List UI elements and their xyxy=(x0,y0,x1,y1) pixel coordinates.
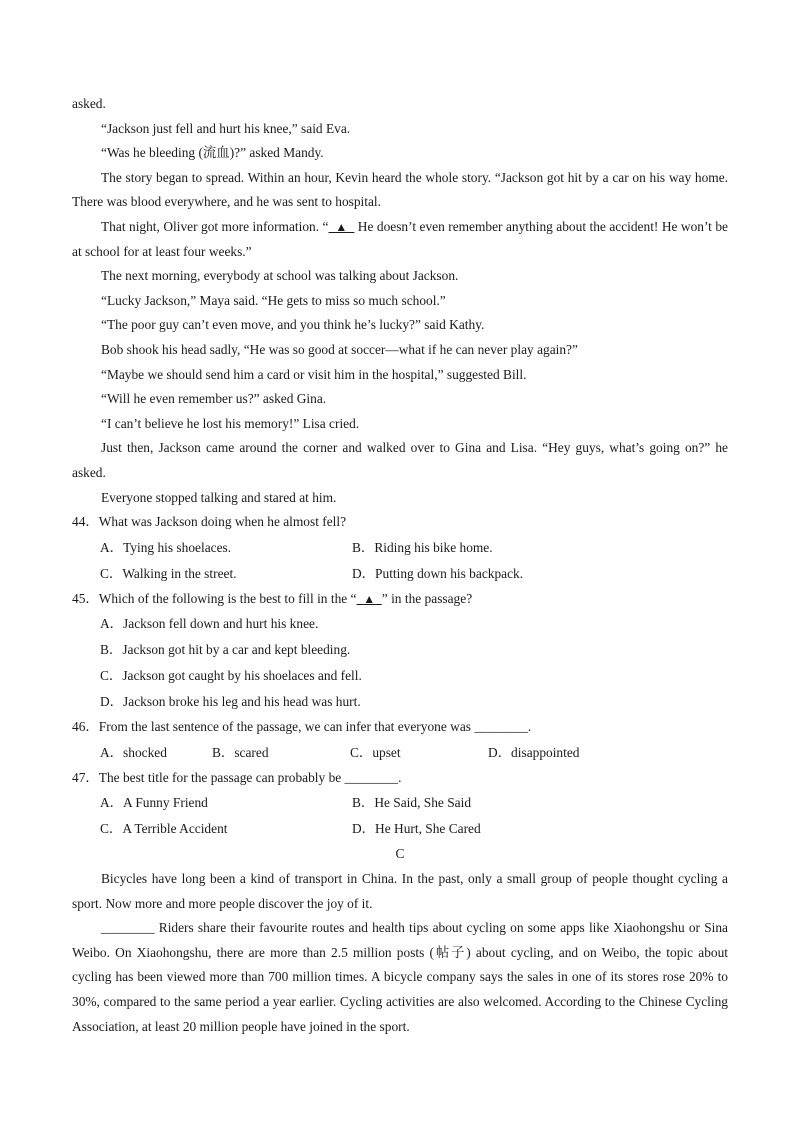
stem-text: ” in the passage? xyxy=(381,590,473,606)
answer-blank xyxy=(357,591,382,606)
passage-b-paragraph: “Was he bleeding (流血)?” asked Mandy. xyxy=(101,145,324,161)
option-d[interactable]: D．disappointed xyxy=(488,744,580,760)
option-c[interactable]: C．Jackson got caught by his shoelaces and fell. xyxy=(100,668,362,684)
passage-b-paragraph: The story began to spread. Within an hour, Kevin heard the whole story. “Jackson got hit by a car on his way home. There was blood everywhere, and he was sent to hospital. xyxy=(72,169,728,210)
option-c[interactable]: C．A Terrible Accident xyxy=(100,821,228,837)
passage-b xyxy=(72,92,728,510)
option-a[interactable]: A．Jackson fell down and hurt his knee. xyxy=(100,616,319,632)
passage-b-paragraph: “Will he even remember us?” asked Gina. xyxy=(101,391,327,407)
option-d[interactable]: D．Putting down his backpack. xyxy=(352,565,524,581)
paragraph-text: That night, Oliver got more information. “ xyxy=(101,218,329,234)
triangle-marker: ▲ xyxy=(335,219,348,234)
passage-b-paragraph: Everyone stopped talking and stared at him. xyxy=(101,489,337,505)
question-45 xyxy=(72,587,728,716)
passage-b-paragraph-with-blank xyxy=(72,215,728,264)
question-stem: 44．What was Jackson doing when he almost fell? xyxy=(72,514,347,530)
answer-blank xyxy=(329,219,355,234)
option-row xyxy=(72,535,728,561)
passage-c-paragraph: ________ Riders share their favourite routes and health tips about cycling on some apps like Xiaohongshu or Sina Weibo. On Xiaohongshu, there are more than 2.5 million posts (帖子) about cycling, and on Weibo, the topic about cycling has been viewed more than 700 million times. A bicycle company says the sales in one of its stores rose 20% to 30%, compared to the same period a year earlier. Cycling activities are also welcomed. According to the Chinese Cycling Association, at least 20 million people have joined in the sport. xyxy=(72,920,728,1034)
question-stem: 47．The best title for the passage can probably be ________. xyxy=(72,769,402,785)
passage-b-paragraph: “Lucky Jackson,” Maya said. “He gets to miss so much school.” xyxy=(101,292,446,308)
option-b[interactable]: B．Riding his bike home. xyxy=(352,539,493,555)
option-a[interactable]: A．Tying his shoelaces. xyxy=(100,539,232,555)
question-stem: 46．From the last sentence of the passage, we can infer that everyone was ________. xyxy=(72,719,532,735)
passage-b-line-asked: asked. xyxy=(72,96,106,111)
question-47 xyxy=(72,766,728,843)
passage-b-paragraph: “Maybe we should send him a card or visit him in the hospital,” suggested Bill. xyxy=(101,366,527,382)
question-44 xyxy=(72,510,728,587)
paragraph-text: He doesn’t even remember anything about the accident! He won’t be at school for at least four weeks.” xyxy=(72,218,728,259)
passage-b-paragraph: “I can’t believe he lost his memory!” Lisa cried. xyxy=(101,415,360,431)
option-d[interactable]: D．Jackson broke his leg and his head was hurt. xyxy=(100,694,361,710)
question-stem xyxy=(72,587,728,612)
option-b[interactable]: B．Jackson got hit by a car and kept bleeding. xyxy=(100,642,351,658)
passage-c-paragraph: Bicycles have long been a kind of transport in China. In the past, only a small group of people thought cycling a sport. Now more and more people discover the joy of it. xyxy=(72,871,728,911)
passage-b-paragraph: “Jackson just fell and hurt his knee,” said Eva. xyxy=(101,120,351,136)
stem-text: 45．Which of the following is the best to fill in the “ xyxy=(72,590,357,606)
passage-b-paragraph: Bob shook his head sadly, “He was so good at soccer—what if he can never play again?” xyxy=(101,341,578,357)
question-46 xyxy=(72,715,728,766)
option-d[interactable]: D．He Hurt, She Cared xyxy=(352,821,481,837)
option-b[interactable]: B．He Said, She Said xyxy=(352,795,472,811)
option-row xyxy=(72,740,728,766)
option-row xyxy=(72,816,728,842)
triangle-marker: ▲ xyxy=(363,591,376,606)
section-heading: C xyxy=(395,846,405,862)
option-a[interactable]: A．A Funny Friend xyxy=(100,795,208,811)
passage-c xyxy=(72,842,728,1039)
option-a[interactable]: A．shocked xyxy=(100,744,167,760)
passage-b-paragraph: The next morning, everybody at school was talking about Jackson. xyxy=(101,268,459,284)
document-page xyxy=(72,92,728,1039)
option-b[interactable]: B．scared xyxy=(212,744,269,760)
option-c[interactable]: C．Walking in the street. xyxy=(100,565,237,581)
option-c[interactable]: C．upset xyxy=(350,744,401,760)
passage-b-paragraph: “The poor guy can’t even move, and you think he’s lucky?” said Kathy. xyxy=(101,317,485,333)
passage-b-paragraph: Just then, Jackson came around the corner and walked over to Gina and Lisa. “Hey guys, what’s going on?” he asked. xyxy=(72,440,728,480)
option-row xyxy=(72,790,728,816)
option-row xyxy=(72,561,728,587)
